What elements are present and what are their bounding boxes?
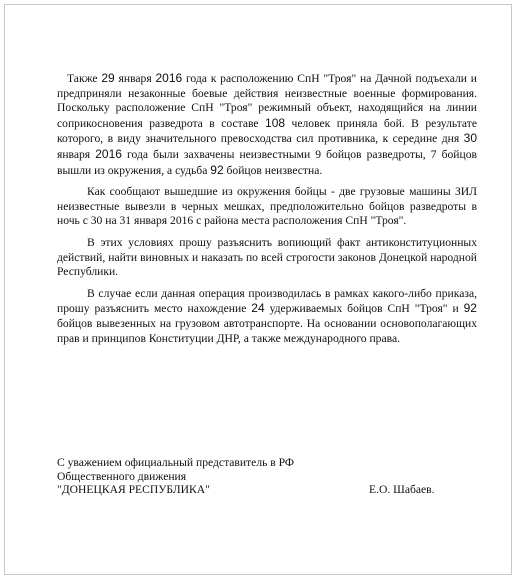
text-run: года к расположению СпН "Троя" на Дачной подъехали и предприняли незаконные боевые действия неизвестные военные формирования. Поскольку расположение СпН "Троя" режимный объект, находящийся на линии соприкосновения разведрота в составе <box>57 72 477 130</box>
text-run: В случае если данная операция производилась в рамках какого-либо приказа, прошу разъяснить место нахождение <box>57 286 477 316</box>
text-run: января <box>57 147 96 161</box>
paragraph-2 <box>57 185 477 229</box>
numeral: 92 <box>210 162 224 177</box>
text-run: бойцов вывезенных на грузовом автотранспорте. На основании основополагающих прав и принципов Конституции ДНР, а также международного права. <box>57 316 477 345</box>
text-run: января <box>114 72 156 85</box>
text-run: Также <box>67 72 102 85</box>
text-run: В этих условиях прошу разъяснить вопиющий факт антиконституционных действий, найти виновных и наказать по всей строгости законов Донецкой народной Республики. <box>57 235 477 279</box>
numeral: 2016 <box>95 146 122 161</box>
numeral: 92 <box>463 301 477 316</box>
text-run: года были захвачены неизвестными 9 бойцов разведроты, 7 бойцов вышли из окружения, а судьба <box>57 147 477 177</box>
text-run: бойцов неизвестна. <box>223 163 323 177</box>
signature-block <box>57 456 477 497</box>
paragraph-1 <box>57 71 477 178</box>
paragraph-3 <box>57 236 477 280</box>
text-run: удерживаемых бойцов СпН "Троя" и <box>264 302 464 316</box>
signature-line-1: С уважением официальный представитель в РФ <box>57 456 295 469</box>
letter-body <box>57 71 477 353</box>
numeral: 2016 <box>155 71 183 85</box>
text-run: Как сообщают вышедшие из окружения бойцы - две грузовые машины ЗИЛ неизвестные вывезли в черных мешках, предположительно бойцов разведроты в ночь с 30 на 31 января 2016 с района места расположения СпН "Троя". <box>57 185 477 228</box>
numeral: 29 <box>101 71 115 85</box>
text-run: человек приняла бой. В результате которого, в виду значительного превосходства сил противника, к середине дня <box>57 116 477 146</box>
signatory-name: Е.О. Шабаев. <box>369 483 435 497</box>
paragraph-4 <box>57 287 477 346</box>
numeral: 24 <box>251 301 265 316</box>
signature-line-2: Общественного движения <box>57 469 187 483</box>
numeral: 30 <box>463 131 477 146</box>
document-page <box>4 4 512 575</box>
signature-line-3 <box>57 483 477 497</box>
numeral: 108 <box>265 115 286 130</box>
organization-name: "ДОНЕЦКАЯ РЕСПУБЛИКА" <box>57 483 210 497</box>
